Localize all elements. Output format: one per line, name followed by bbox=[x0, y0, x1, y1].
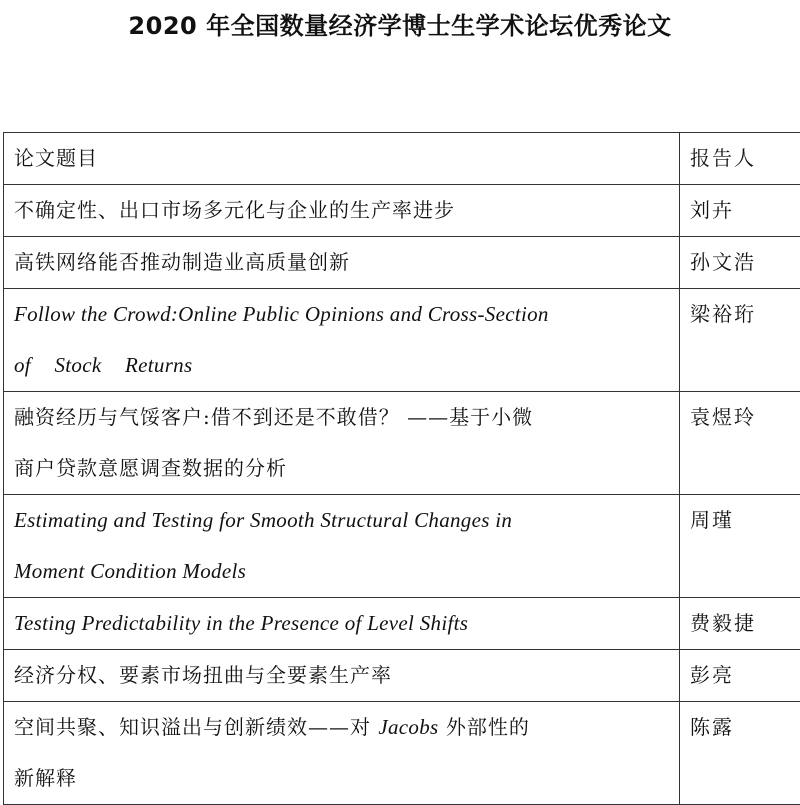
paper-author: 周瑾 bbox=[680, 495, 800, 598]
table-row bbox=[4, 702, 800, 805]
paper-author: 费毅捷 bbox=[680, 598, 800, 650]
table-row bbox=[4, 392, 800, 495]
header-title: 论文题目 bbox=[4, 133, 680, 185]
papers-table bbox=[3, 132, 800, 805]
paper-title-en: Jacobs bbox=[378, 715, 438, 739]
paper-title-line2: 新解释 bbox=[14, 766, 77, 790]
table-row bbox=[4, 185, 800, 237]
paper-title bbox=[4, 289, 680, 392]
paper-title-prefix: 空间共聚、知识溢出与创新绩效——对 bbox=[14, 715, 378, 739]
paper-title-line2: 商户贷款意愿调查数据的分析 bbox=[14, 456, 287, 480]
paper-author: 陈露 bbox=[680, 702, 800, 805]
header-author: 报告人 bbox=[680, 133, 800, 185]
paper-title bbox=[4, 392, 680, 495]
paper-title-line2: Moment Condition Models bbox=[14, 559, 246, 583]
paper-author: 梁裕珩 bbox=[680, 289, 800, 392]
table-header-row bbox=[4, 133, 800, 185]
paper-title-suffix: 外部性的 bbox=[438, 715, 529, 739]
paper-author: 刘卉 bbox=[680, 185, 800, 237]
paper-title: 经济分权、要素市场扭曲与全要素生产率 bbox=[4, 650, 680, 702]
paper-title-line1: 融资经历与气馁客户:借不到还是不敢借？ ——基于小微 bbox=[14, 405, 533, 429]
paper-title bbox=[4, 495, 680, 598]
paper-author: 袁煜玲 bbox=[680, 392, 800, 495]
paper-title-line1: Estimating and Testing for Smooth Structural Changes in bbox=[14, 508, 512, 532]
paper-author: 彭亮 bbox=[680, 650, 800, 702]
paper-author: 孙文浩 bbox=[680, 237, 800, 289]
paper-title-text: Testing Predictability in the Presence of Level Shifts bbox=[14, 611, 468, 635]
table-row bbox=[4, 237, 800, 289]
paper-title bbox=[4, 702, 680, 805]
paper-title bbox=[4, 598, 680, 650]
paper-title: 高铁网络能否推动制造业高质量创新 bbox=[4, 237, 680, 289]
table-row bbox=[4, 598, 800, 650]
paper-title-line1: Follow the Crowd:Online Public Opinions and Cross-Section bbox=[14, 302, 549, 326]
table-row bbox=[4, 289, 800, 392]
paper-title-line2: of Stock Returns bbox=[14, 353, 192, 377]
table-row bbox=[4, 495, 800, 598]
document-title: 2020 年全国数量经济学博士生学术论坛优秀论文 bbox=[0, 6, 800, 41]
paper-title: 不确定性、出口市场多元化与企业的生产率进步 bbox=[4, 185, 680, 237]
table-row bbox=[4, 650, 800, 702]
